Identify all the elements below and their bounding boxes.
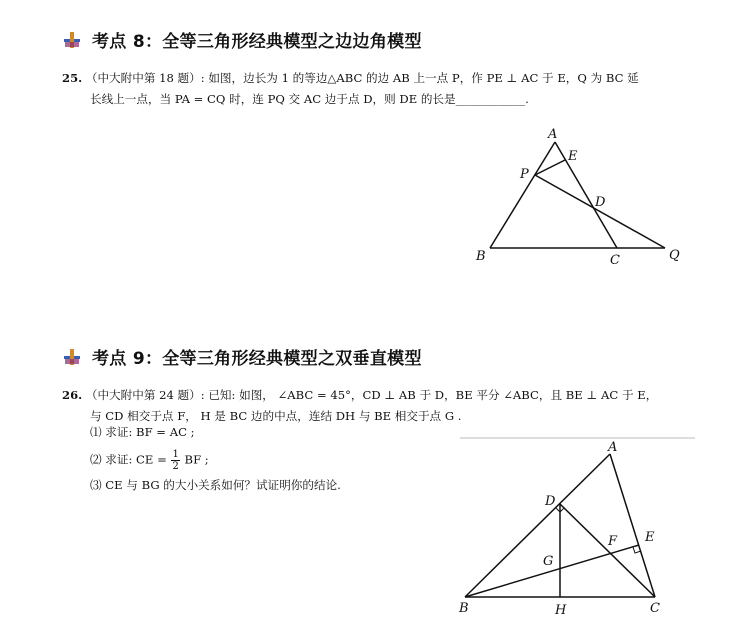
problem-26-line2: 与 CD 相交于点 F， H 是 BC 边的中点，连结 DH 与 BE 相交于点 G . — [90, 409, 462, 423]
line-ac — [555, 142, 617, 248]
problem-25-number: 25. — [62, 71, 83, 85]
line-ba — [490, 142, 555, 248]
problem-26 — [62, 385, 712, 427]
figure-26 — [455, 437, 695, 632]
label-f: F — [608, 534, 618, 549]
label-a: A — [608, 440, 618, 455]
fraction-numerator: 1 — [172, 449, 179, 460]
label-g: G — [543, 554, 554, 569]
label-p: P — [520, 167, 529, 182]
problem-25-line2: 长线上一点，当 PA = CQ 时，连 PQ 交 AC 边于点 D，则 DE 的长是____________. — [90, 92, 529, 106]
question-2 — [90, 449, 209, 472]
figure-25 — [470, 120, 690, 270]
question-1: ⑴ 求证: BF = AC ; — [90, 425, 195, 439]
label-c: C — [650, 601, 660, 616]
question-2-prefix: ⑵ 求证: CE = — [90, 452, 167, 467]
line-pq — [535, 175, 665, 248]
fraction-denominator: 2 — [172, 461, 179, 472]
label-b: B — [476, 249, 486, 264]
fraction-half — [171, 449, 179, 472]
problem-25-line1: （中大附中第 18 题）: 如图，边长为 1 的等边△ABC 的边 AB 上一点 P，作 PE ⊥ AC 于 E，Q 为 BC 延 — [85, 71, 639, 85]
question-2-suffix: BF ; — [184, 452, 209, 467]
label-c: C — [610, 253, 620, 268]
problem-25 — [62, 68, 702, 110]
section-8-heading — [62, 27, 422, 52]
label-h: H — [555, 603, 567, 618]
pin-icon — [62, 347, 82, 367]
section-9-heading — [62, 344, 422, 369]
label-e: E — [645, 530, 655, 545]
label-d: D — [595, 195, 606, 210]
problem-26-number: 26. — [62, 388, 83, 402]
problem-26-line1: （中大附中第 24 题）: 已知: 如图， ∠ABC = 45°，CD ⊥ AB 于 D，BE 平分 ∠ABC，且 BE ⊥ AC 于 E， — [85, 388, 658, 402]
section-9-title: 考点 9：全等三角形经典模型之双垂直模型 — [92, 349, 422, 369]
label-d: D — [545, 494, 556, 509]
label-e: E — [568, 149, 578, 164]
question-3: ⑶ CE 与 BG 的大小关系如何？试证明你的结论. — [90, 478, 341, 492]
label-b: B — [459, 601, 469, 616]
section-8-title: 考点 8：全等三角形经典模型之边边角模型 — [92, 32, 422, 52]
label-q: Q — [669, 248, 680, 263]
label-a: A — [548, 127, 558, 142]
pin-icon — [62, 30, 82, 50]
